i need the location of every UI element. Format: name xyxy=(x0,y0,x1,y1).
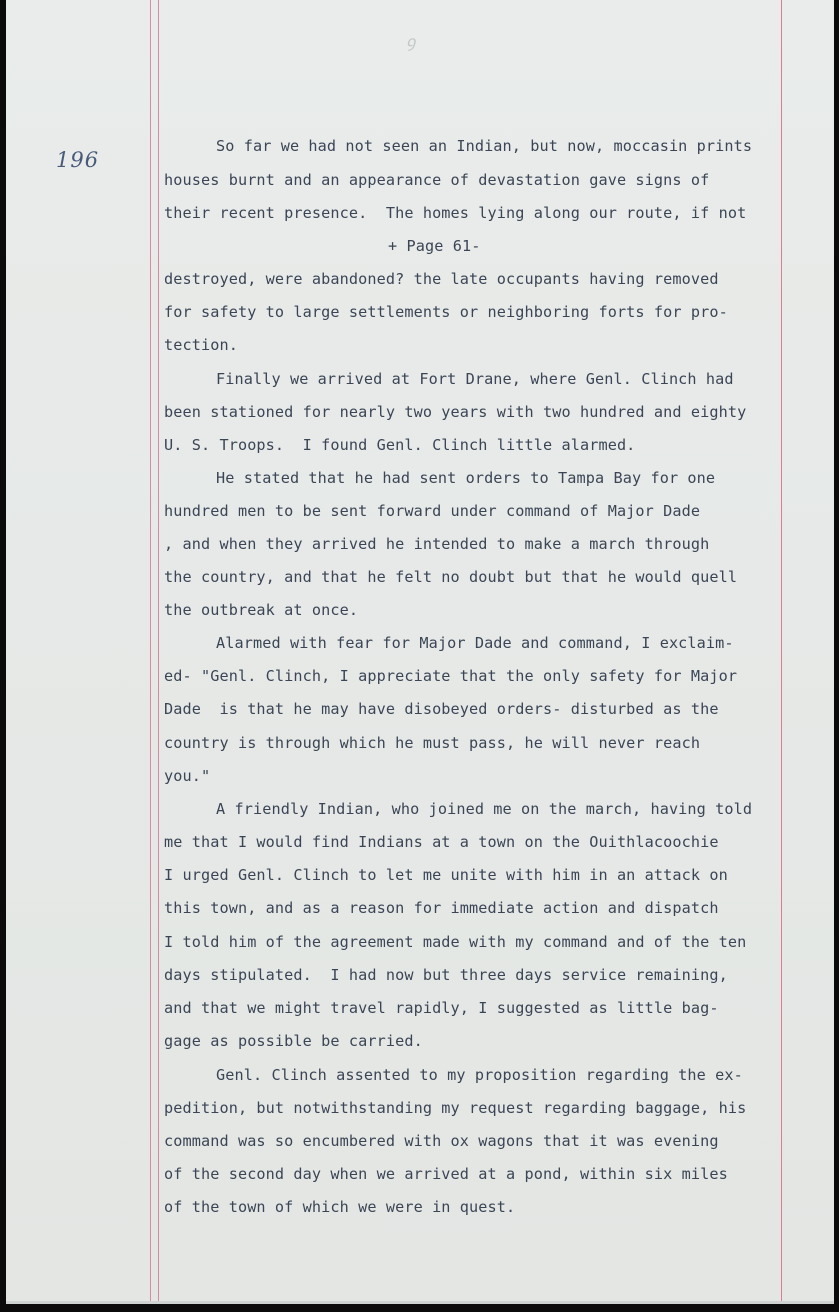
text-line: hundred men to be sent forward under command of Major Dade xyxy=(164,502,701,520)
text-line: , and when they arrived he intended to make a march through xyxy=(164,535,710,553)
page-marker: + Page 61- xyxy=(388,237,481,255)
text-line: ed- "Genl. Clinch, I appreciate that the only safety for Major xyxy=(164,667,738,685)
text-line: of the town of which we were in quest. xyxy=(164,1198,516,1216)
text-line: houses burnt and an appearance of devastation gave signs of xyxy=(164,171,710,189)
text-line: Finally we arrived at Fort Drane, where Genl. Clinch had xyxy=(216,370,734,388)
text-line: been stationed for nearly two years with two hundred and eighty xyxy=(164,403,747,421)
text-line: A friendly Indian, who joined me on the march, having told xyxy=(216,800,753,818)
handwritten-folio-number: 196 xyxy=(56,148,100,172)
typescript-page xyxy=(6,0,834,1304)
page-bottom-edge xyxy=(6,1301,834,1304)
text-line: days stipulated. I had now but three days service remaining, xyxy=(164,966,728,984)
right-margin-rule xyxy=(781,0,782,1304)
text-line: I told him of the agreement made with my command and of the ten xyxy=(164,933,747,951)
text-line: Alarmed with fear for Major Dade and command, I exclaim- xyxy=(216,634,734,652)
left-margin-rule-inner xyxy=(158,0,159,1304)
faint-pencil-mark: ꝯ xyxy=(406,32,416,51)
text-line: So far we had not seen an Indian, but now, moccasin prints xyxy=(216,137,753,155)
text-line: for safety to large settlements or neighboring forts for pro- xyxy=(164,303,728,321)
text-line: this town, and as a reason for immediate action and dispatch xyxy=(164,899,719,917)
text-line: destroyed, were abandoned? the late occupants having removed xyxy=(164,270,719,288)
text-line: their recent presence. The homes lying along our route, if not xyxy=(164,204,747,222)
text-line: Dade is that he may have disobeyed orders- disturbed as the xyxy=(164,700,719,718)
text-line: I urged Genl. Clinch to let me unite with him in an attack on xyxy=(164,866,728,884)
text-line: me that I would find Indians at a town on the Ouithlacoochie xyxy=(164,833,719,851)
text-line: gage as possible be carried. xyxy=(164,1032,423,1050)
text-line: Genl. Clinch assented to my proposition regarding the ex- xyxy=(216,1066,743,1084)
text-line: and that we might travel rapidly, I suggested as little bag- xyxy=(164,999,719,1017)
text-line: you." xyxy=(164,767,211,785)
text-line: He stated that he had sent orders to Tampa Bay for one xyxy=(216,469,716,487)
text-line: command was so encumbered with ox wagons that it was evening xyxy=(164,1132,719,1150)
text-line: the country, and that he felt no doubt but that he would quell xyxy=(164,568,738,586)
text-line: the outbreak at once. xyxy=(164,601,359,619)
left-margin-rule xyxy=(150,0,151,1304)
text-line: country is through which he must pass, he will never reach xyxy=(164,734,701,752)
text-line: pedition, but notwithstanding my request regarding baggage, his xyxy=(164,1099,747,1117)
text-line: U. S. Troops. I found Genl. Clinch little alarmed. xyxy=(164,436,636,454)
text-line: tection. xyxy=(164,336,238,354)
text-line: of the second day when we arrived at a pond, within six miles xyxy=(164,1165,728,1183)
